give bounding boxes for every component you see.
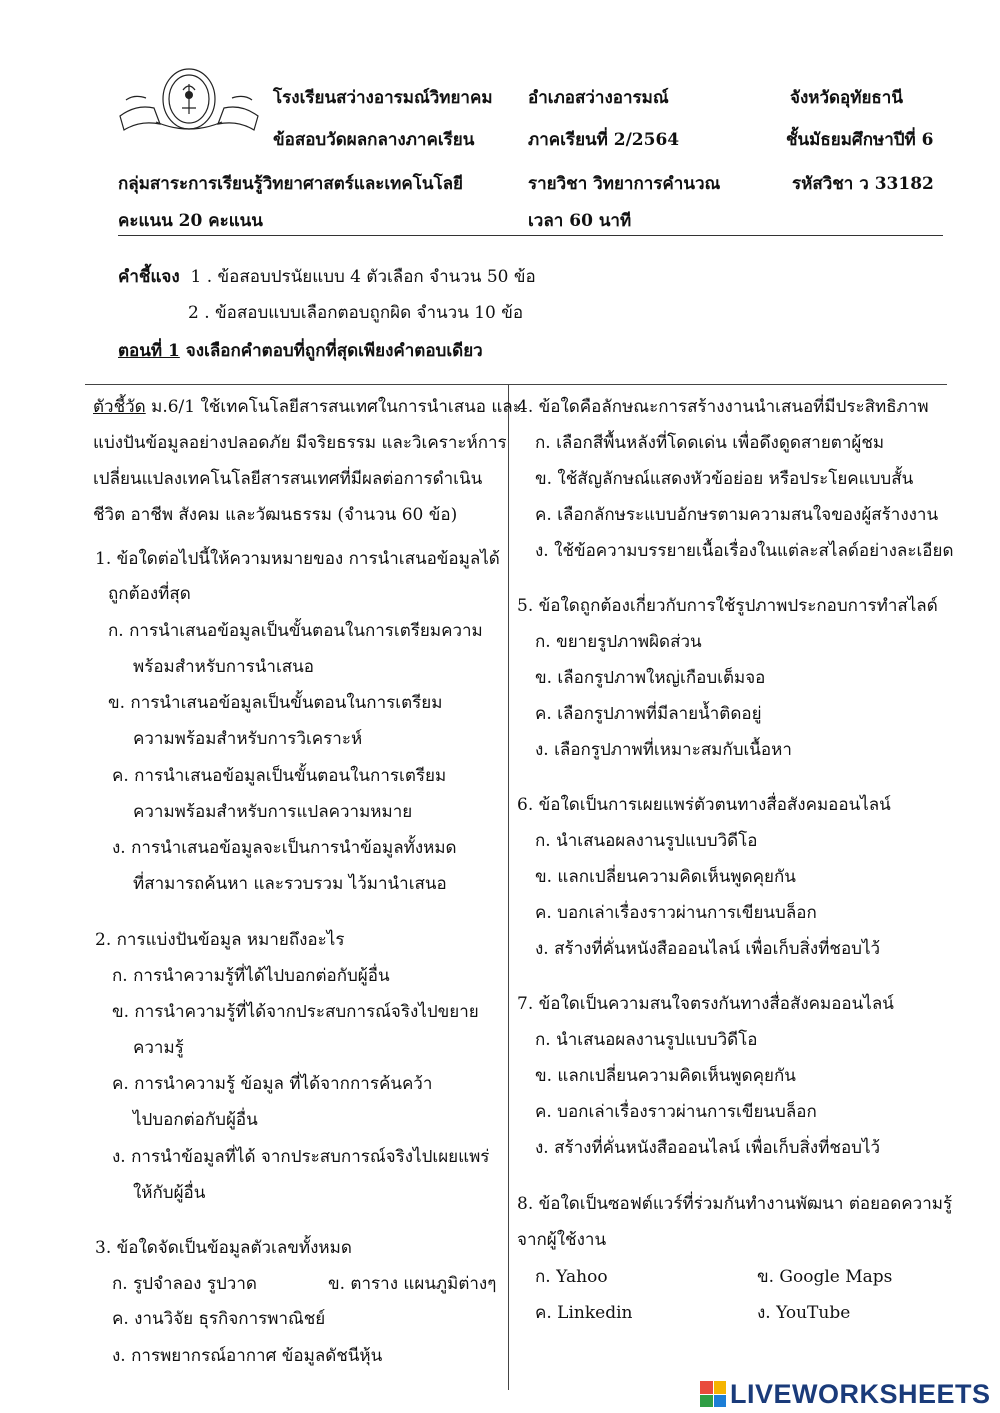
part-label: ตอนที่ 1 <box>118 341 180 361</box>
instructions-line-2: 2 . ข้อสอบแบบเลือกตอบถูกผิด จำนวน 10 ข้อ <box>188 303 524 323</box>
q3-choice-a[interactable]: ก. รูปจำลอง รูปวาด <box>112 1274 257 1294</box>
q2-choice-b[interactable]: ข. การนำความรู้ที่ได้จากประสบการณ์จริงไปขยาย <box>112 1002 479 1022</box>
subject-code: รหัสวิชา ว 33182 <box>792 174 934 194</box>
q2-choice-d[interactable]: ง. การนำข้อมูลที่ได้ จากประสบการณ์จริงไปเผยแพร่ <box>112 1147 490 1167</box>
total-score: คะแนน 20 คะแนน <box>118 211 263 231</box>
header-divider <box>118 235 943 236</box>
liveworksheets-logo <box>700 1378 991 1410</box>
q1-choice-d-cont: ที่สามารถค้นหา และรวบรวม ไว้มานำเสนอ <box>133 874 447 894</box>
instructions-line-1: คำชี้แจง 1 . ข้อสอบปรนัยแบบ 4 ตัวเลือก จำนวน 50 ข้อ <box>118 267 536 287</box>
semester: ภาคเรียนที่ 2/2564 <box>528 130 680 150</box>
subject-group: กลุ่มสาระการเรียนรู้วิทยาศาสตร์และเทคโนโลยี <box>118 174 464 194</box>
grade-level: ชั้นมัธยมศึกษาปีที่ 6 <box>786 130 934 150</box>
q2-choice-d-cont: ให้กับผู้อื่น <box>133 1183 206 1203</box>
indicator-line-2: แบ่งปันข้อมูลอย่างปลอดภัย มีจริยธรรม และวิเคราะห์การ <box>93 433 507 453</box>
question-5: 5. ข้อใดถูกต้องเกี่ยวกับการใช้รูปภาพประกอบการทำสไลด์ <box>517 596 938 616</box>
indicator-label: ตัวชี้วัด <box>93 397 146 417</box>
q7-choice-a[interactable]: ก. นำเสนอผลงานรูปแบบวิดีโอ <box>535 1030 758 1050</box>
q4-choice-d[interactable]: ง. ใช้ข้อความบรรยายเนื้อเรื่องในแต่ละสไลด์อย่างละเอียด <box>535 541 954 561</box>
q7-choice-b[interactable]: ข. แลกเปลี่ยนความคิดเห็นพูดคุยกัน <box>535 1066 796 1086</box>
q1-choice-b-cont: ความพร้อมสำหรับการวิเคราะห์ <box>133 729 363 749</box>
q5-choice-b[interactable]: ข. เลือกรูปภาพใหญ่เกือบเต็มจอ <box>535 668 766 688</box>
question-8-cont: จากผู้ใช้งาน <box>517 1230 607 1250</box>
q1-choice-a-cont: พร้อมสำหรับการนำเสนอ <box>133 657 314 677</box>
q2-choice-c-cont: ไปบอกต่อกับผู้อื่น <box>133 1110 258 1130</box>
q1-choice-d[interactable]: ง. การนำเสนอข้อมูลจะเป็นการนำข้อมูลทั้งหมด <box>112 838 457 858</box>
q6-choice-a[interactable]: ก. นำเสนอผลงานรูปแบบวิดีโอ <box>535 831 758 851</box>
q1-choice-c-cont: ความพร้อมสำหรับการแปลความหมาย <box>133 802 413 822</box>
q1-choice-c[interactable]: ค. การนำเสนอข้อมูลเป็นขั้นตอนในการเตรียม <box>112 766 447 786</box>
q7-choice-c[interactable]: ค. บอกเล่าเรื่องราวผ่านการเขียนบล็อก <box>535 1102 817 1122</box>
question-7: 7. ข้อใดเป็นความสนใจตรงกันทางสื่อสังคมออนไลน์ <box>517 994 894 1014</box>
exam-time: เวลา 60 นาที <box>528 211 632 231</box>
q7-choice-d[interactable]: ง. สร้างที่คั่นหนังสือออนไลน์ เพื่อเก็บสิ่งที่ชอบไว้ <box>535 1138 881 1158</box>
question-1: 1. ข้อใดต่อไปนี้ให้ความหมายของ การนำเสนอข้อมูลได้ <box>95 549 500 569</box>
subject-name: รายวิชา วิทยาการคำนวณ <box>528 174 721 194</box>
q2-choice-b-cont: ความรู้ <box>133 1038 184 1058</box>
q3-choice-b[interactable]: ข. ตาราง แผนภูมิต่างๆ <box>328 1274 497 1294</box>
province: จังหวัดอุทัยธานี <box>790 88 903 108</box>
indicator-line-1: ตัวชี้วัด ม.6/1 ใช้เทคโนโลยีสารสนเทศในการนำเสนอ และ <box>93 397 522 417</box>
q8-choice-d[interactable]: ง. YouTube <box>757 1303 851 1323</box>
q2-choice-c[interactable]: ค. การนำความรู้ ข้อมูล ที่ได้จากการค้นคว้า <box>112 1074 433 1094</box>
section-divider <box>85 384 947 385</box>
q6-choice-d[interactable]: ง. สร้างที่คั่นหนังสือออนไลน์ เพื่อเก็บสิ่งที่ชอบไว้ <box>535 939 881 959</box>
q6-choice-c[interactable]: ค. บอกเล่าเรื่องราวผ่านการเขียนบล็อก <box>535 903 817 923</box>
q1-choice-b[interactable]: ข. การนำเสนอข้อมูลเป็นขั้นตอนในการเตรียม <box>108 693 443 713</box>
q1-choice-a[interactable]: ก. การนำเสนอข้อมูลเป็นขั้นตอนในการเตรียมความ <box>108 621 483 641</box>
question-6: 6. ข้อใดเป็นการเผยแพร่ตัวตนทางสื่อสังคมออนไลน์ <box>517 795 891 815</box>
q3-choice-d[interactable]: ง. การพยากรณ์อากาศ ข้อมูลดัชนีหุ้น <box>112 1346 383 1366</box>
q5-choice-d[interactable]: ง. เลือกรูปภาพที่เหมาะสมกับเนื้อหา <box>535 740 792 760</box>
part-heading: ตอนที่ 1 จงเลือกคำตอบที่ถูกที่สุดเพียงคำตอบเดียว <box>118 341 483 361</box>
instructions-label: คำชี้แจง <box>118 267 180 287</box>
question-3: 3. ข้อใดจัดเป็นข้อมูลตัวเลขทั้งหมด <box>95 1238 352 1258</box>
question-2: 2. การแบ่งปันข้อมูล หมายถึงอะไร <box>95 930 345 950</box>
q2-choice-a[interactable]: ก. การนำความรู้ที่ได้ไปบอกต่อกับผู้อื่น <box>112 966 390 986</box>
q8-choice-c[interactable]: ค. Linkedin <box>535 1303 633 1323</box>
school-name: โรงเรียนสว่างอารมณ์วิทยาคม <box>273 88 493 108</box>
q4-choice-c[interactable]: ค. เลือกลักษระแบบอักษรตามความสนใจของผู้สร้างงาน <box>535 505 939 525</box>
question-1-cont: ถูกต้องที่สุด <box>108 584 191 604</box>
liveworksheets-wordmark: LIVEWORKSHEETS <box>730 1378 991 1409</box>
q8-choice-b[interactable]: ข. Google Maps <box>757 1267 893 1287</box>
q8-choice-a[interactable]: ก. Yahoo <box>535 1267 608 1287</box>
q3-choice-c[interactable]: ค. งานวิจัย ธุรกิจการพาณิชย์ <box>112 1309 326 1329</box>
q5-choice-c[interactable]: ค. เลือกรูปภาพที่มีลายน้ำติดอยู่ <box>535 704 762 724</box>
district: อำเภอสว่างอารมณ์ <box>528 88 669 108</box>
liveworksheets-icon <box>700 1381 726 1407</box>
indicator-line-4: ชีวิต อาชีพ สังคม และวัฒนธรรม (จำนวน 60 ข้อ) <box>93 505 458 525</box>
q4-choice-a[interactable]: ก. เลือกสีพื้นหลังที่โดดเด่น เพื่อดึงดูดสายตาผู้ชม <box>535 433 885 453</box>
exam-title: ข้อสอบวัดผลกลางภาคเรียน <box>273 130 475 150</box>
indicator-line-3: เปลี่ยนแปลงเทคโนโลยีสารสนเทศที่มีผลต่อการดำเนิน <box>93 469 483 489</box>
question-4: 4. ข้อใดคือลักษณะการสร้างงานนำเสนอที่มีประสิทธิภาพ <box>517 397 929 417</box>
column-divider <box>508 385 509 1390</box>
q4-choice-b[interactable]: ข. ใช้สัญลักษณ์แสดงหัวข้อย่อย หรือประโยคแบบสั้น <box>535 469 914 489</box>
q5-choice-a[interactable]: ก. ขยายรูปภาพผิดส่วน <box>535 632 702 652</box>
q6-choice-b[interactable]: ข. แลกเปลี่ยนความคิดเห็นพูดคุยกัน <box>535 867 796 887</box>
question-8: 8. ข้อใดเป็นซอฟต์แวร์ที่ร่วมกันทำงานพัฒนา ต่อยอดความรู้ <box>517 1194 953 1214</box>
school-emblem <box>116 64 262 138</box>
